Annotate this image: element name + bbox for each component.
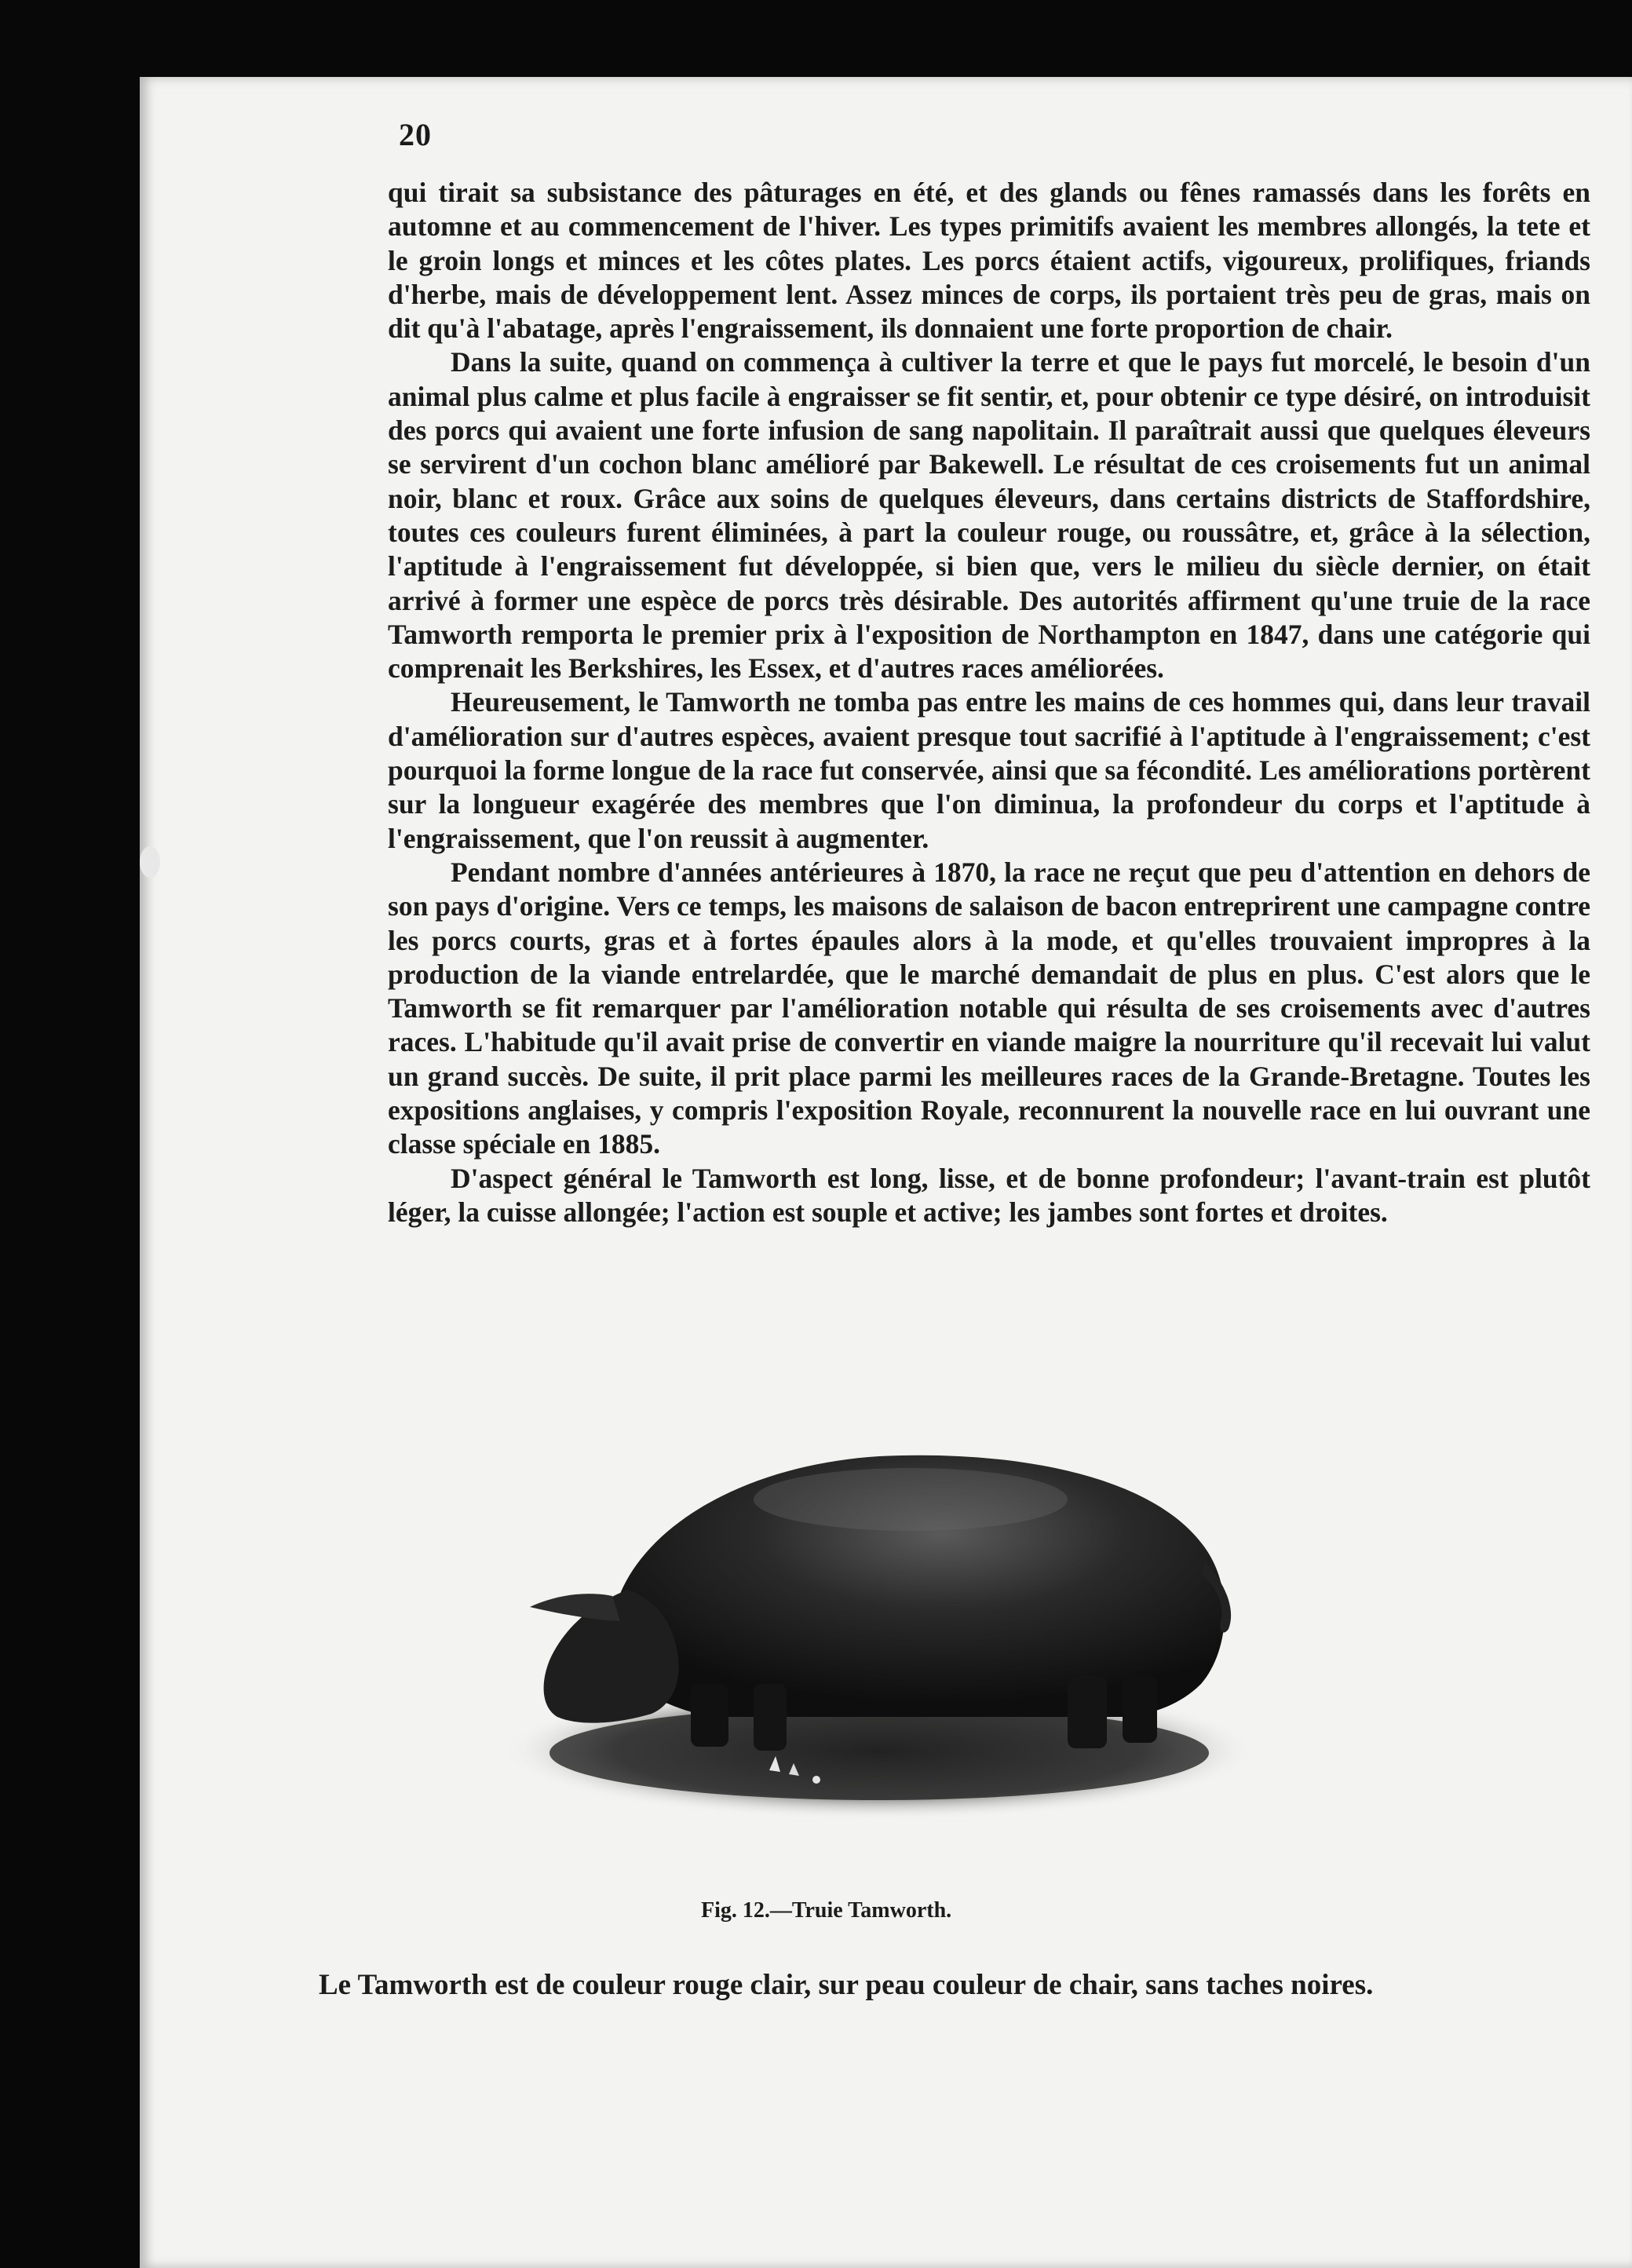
paragraph-5: D'aspect général le Tamworth est long, lisse, et de bonne profondeur; l'avant-train est plutôt léger, la cuisse allongée; l'action est souple et active; les jambes sont fortes et droites. xyxy=(388,1162,1590,1228)
paragraph-1: qui tirait sa subsistance des pâturages en été, et des glands ou fênes ramassés dans les forêts en automne et au commencement de l'hiver. Les types primitifs avaient les membres allongés, la tete et le groin longs et minces et les côtes plates. Les porcs étaient actifs, vigoureux, prolifiques, friands d'herbe, mais de développement lent. Assez minces de corps, ils portaient très peu de gras, mais on dit qu'à l'abatage, après l'engraissement, ils donnaient une forte proportion de chair. xyxy=(388,177,1590,345)
book-page xyxy=(140,77,1632,2268)
body-text xyxy=(388,176,1590,1229)
paragraph-2: Dans la suite, quand on commença à cultiver la terre et que le pays fut morcelé, le besoin d'un animal plus calme et plus facile à engraisser se fit sentir, et, pour obtenir ce type désiré, on introduisit des porcs qui avaient une forte infusion de sang napolitain. Il paraîtrait aussi que quelques éleveurs se servirent d'un cochon blanc amélioré par Bakewell. Le résultat de ces croisements fut un animal noir, blanc et roux. Grâce aux soins de quelques éleveurs, dans certains districts de Staffordshire, toutes ces couleurs furent éliminées, à part la couleur rouge, ou roussâtre, et, grâce à la sélection, l'aptitude à l'engraissement fut développée, si bien que, vers le milieu du siècle dernier, on était arrivé à former une espèce de porcs très désirable. Des autorités affirment qu'une truie de la race Tamworth remporta le premier prix à l'exposition de Northampton en 1847, dans une catégorie qui comprenait les Berkshires, les Essex, et d'autres races améliorées. xyxy=(388,346,1590,685)
page-number: 20 xyxy=(399,117,432,152)
figure-caption: Fig. 12.—Truie Tamworth. xyxy=(701,1898,952,1923)
pig-photograph xyxy=(471,1425,1272,1817)
margin-speck xyxy=(140,846,160,878)
pig-icon xyxy=(471,1425,1272,1817)
paragraph-3: Heureusement, le Tamworth ne tomba pas entre les mains de ces hommes qui, dans leur travail d'amélioration sur d'autres espèces, avaient presque tout sacrifié à l'aptitude à l'engraissement; c'est pourquoi la forme longue de la race fut conservée, ainsi que sa fécondité. Les améliorations portèrent sur la longueur exagérée des membres que l'on diminua, la profondeur du corps et l'aptitude à l'engraissement, que l'on reussit à augmenter. xyxy=(388,686,1590,854)
final-paragraph xyxy=(256,1967,1449,2003)
paragraph-4: Pendant nombre d'années antérieures à 1870, la race ne reçut que peu d'attention en dehors de son pays d'origine. Vers ce temps, les maisons de salaison de bacon entreprirent une campagne contre les porcs courts, gras et à fortes épaules alors à la mode, et qu'elles trouvaient impropres à la production de la viande entrelardée, que le marché demandait de plus en plus. C'est alors que le Tamworth se fit remarquer par l'amélioration notable qui résulta de ses croisements avec d'autres races. L'habitude qu'il avait prise de convertir en viande maigre la nourriture qu'il recevait lui valut un grand succès. De suite, il prit place parmi les meilleures races de la Grande-Bretagne. Toutes les expositions anglaises, y compris l'exposition Royale, reconnurent la nouvelle race en lui ouvrant une classe spéciale en 1885. xyxy=(388,856,1590,1160)
paragraph-final: Le Tamworth est de couleur rouge clair, sur peau couleur de chair, sans taches noires. xyxy=(319,1969,1374,2001)
